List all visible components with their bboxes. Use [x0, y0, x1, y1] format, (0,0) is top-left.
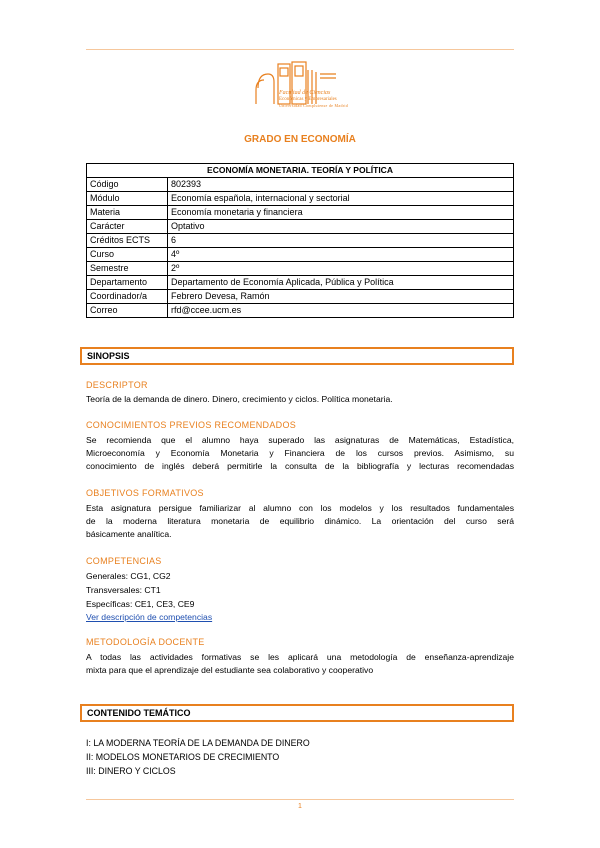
objetivos-line: de la moderna literatura monetaria de equilibrio dinámico. La orientación del curso será: [86, 516, 514, 526]
row-label: Semestre: [87, 262, 168, 276]
row-value: Economía monetaria y financiera: [168, 206, 514, 220]
conocimientos-line: Se recomienda que el alumno haya superado las asignaturas de Matemáticas, Estadística,: [86, 435, 514, 445]
row-value: 802393: [168, 178, 514, 192]
email-value: rfd@ccee.ucm.es: [168, 304, 514, 318]
conocimientos-heading: CONOCIMIENTOS PREVIOS RECOMENDADOS: [86, 420, 297, 430]
logo-line-3: Universidad Complutense de Madrid: [279, 103, 349, 108]
row-value: Departamento de Economía Aplicada, Pública y Política: [168, 276, 514, 290]
row-label: Créditos ECTS: [87, 234, 168, 248]
objetivos-line: Esta asignatura persigue familiarizar al alumno con los modelos y los resultados fundamentales: [86, 503, 514, 513]
degree-title: GRADO EN ECONOMÍA: [244, 134, 356, 145]
descriptor-text: Teoría de la demanda de dinero. Dinero, crecimiento y ciclos. Política monetaria.: [86, 394, 393, 404]
page-number: 1: [298, 803, 302, 810]
table-row: [87, 192, 514, 206]
footer-rule: [86, 799, 514, 800]
table-row: [87, 178, 514, 192]
table-row: [87, 290, 514, 304]
logo-line-2: Económicas y Empresariales: [279, 97, 337, 102]
row-value: Economía española, internacional y sectorial: [168, 192, 514, 206]
row-value: Febrero Devesa, Ramón: [168, 290, 514, 304]
row-label: Correo: [87, 304, 168, 318]
row-label: Carácter: [87, 220, 168, 234]
conocimientos-line: Microeconomía y Economía Monetaria y Financiera de los cursos previos. Asimismo, su: [86, 448, 514, 458]
row-value: 6: [168, 234, 514, 248]
table-row: [87, 276, 514, 290]
row-label: Coordinador/a: [87, 290, 168, 304]
tema-item: I: LA MODERNA TEORÍA DE LA DEMANDA DE DINERO: [86, 738, 310, 748]
metodologia-line: mixta para que el aprendizaje del estudiante sea colaborativo y cooperativo: [86, 665, 374, 675]
competencias-link[interactable]: Ver descripción de competencias: [86, 612, 213, 622]
conocimientos-line: conocimiento de inglés deberá permitirle la consulta de la bibliografía y lecturas recomendadas: [86, 461, 514, 471]
competencias-heading: COMPETENCIAS: [86, 556, 162, 566]
descriptor-heading: DESCRIPTOR: [86, 380, 148, 390]
row-label: Código: [87, 178, 168, 192]
section-sinopsis-header: SINOPSIS: [80, 347, 514, 365]
course-name: ECONOMÍA MONETARIA. TEORÍA Y POLÍTICA: [87, 164, 514, 178]
tema-item: II: MODELOS MONETARIOS DE CRECIMIENTO: [86, 752, 280, 762]
table-row: [87, 206, 514, 220]
course-info-table: [86, 163, 514, 318]
competencias-generales: Generales: CG1, CG2: [86, 571, 171, 581]
row-value: 4º: [168, 248, 514, 262]
table-row: [87, 234, 514, 248]
row-label: Módulo: [87, 192, 168, 206]
header-rule: [86, 49, 514, 50]
tema-item: III: DINERO Y CICLOS: [86, 766, 176, 776]
logo-line-1: Facultad de Ciencias: [279, 90, 331, 96]
section-contenido-header: CONTENIDO TEMÁTICO: [80, 704, 514, 722]
row-label: Materia: [87, 206, 168, 220]
objetivos-line: básicamente analítica.: [86, 529, 172, 539]
row-label: Curso: [87, 248, 168, 262]
competencias-transversales: Transversales: CT1: [86, 585, 161, 595]
table-row: [87, 248, 514, 262]
metodologia-heading: METODOLOGÍA DOCENTE: [86, 637, 205, 647]
row-value: Optativo: [168, 220, 514, 234]
objetivos-heading: OBJETIVOS FORMATIVOS: [86, 488, 204, 498]
table-heading-row: [87, 164, 514, 178]
table-row: [87, 304, 514, 318]
table-row: [87, 220, 514, 234]
table-row: [87, 262, 514, 276]
metodologia-line: A todas las actividades formativas se les aplicará una metodología de enseñanza-aprendizaje: [86, 652, 514, 662]
row-label: Departamento: [87, 276, 168, 290]
row-value: 2º: [168, 262, 514, 276]
competencias-especificas: Específicas: CE1, CE3, CE9: [86, 599, 195, 609]
